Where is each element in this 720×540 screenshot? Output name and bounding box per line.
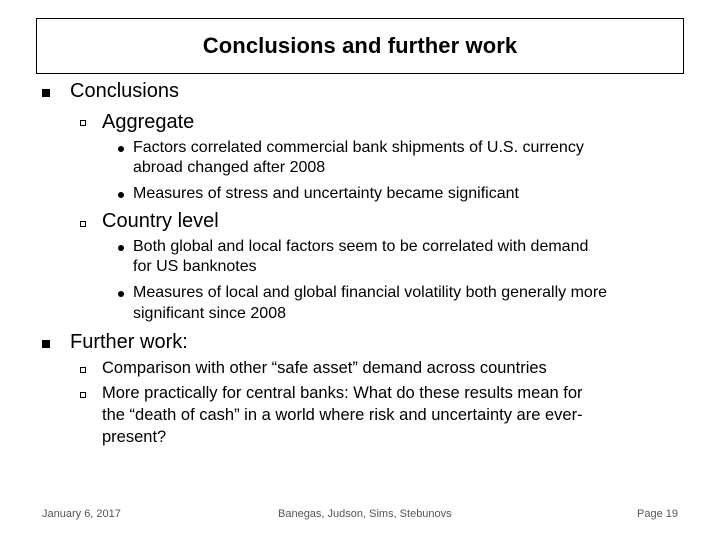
hollow-square-bullet-icon xyxy=(80,221,86,227)
round-bullet-icon xyxy=(118,192,124,198)
country-bullet-2-line-1: Measures of local and global financial volatility both generally more xyxy=(133,284,608,301)
country-bullet-1-line-2: for US banknotes xyxy=(133,258,257,275)
further-bullet-2-line-2: the “death of cash” in a world where risk and uncertainty are ever- xyxy=(102,406,583,424)
hollow-square-bullet-icon xyxy=(80,392,86,398)
country-level-heading: Country level xyxy=(102,210,219,232)
title-box xyxy=(36,18,684,74)
further-bullet-2-line-3: present? xyxy=(102,428,167,446)
slide-title: Conclusions and further work xyxy=(202,33,518,58)
aggregate-bullet-2: Measures of stress and uncertainty became significant xyxy=(133,185,519,202)
hollow-square-bullet-icon xyxy=(80,367,86,373)
further-bullet-1: Comparison with other “safe asset” demand across countries xyxy=(102,359,547,377)
round-bullet-icon xyxy=(118,291,124,297)
square-bullet-icon xyxy=(42,340,50,348)
footer-page-number: Page 19 xyxy=(637,508,678,520)
aggregate-bullet-1-line-1: Factors correlated commercial bank shipments of U.S. currency xyxy=(133,139,584,156)
conclusions-heading: Conclusions xyxy=(70,80,179,102)
further-bullet-2-line-1: More practically for central banks: What do these results mean for xyxy=(102,384,583,402)
aggregate-bullet-1-line-2: abroad changed after 2008 xyxy=(133,159,326,176)
round-bullet-icon xyxy=(118,146,124,152)
square-bullet-icon xyxy=(42,89,50,97)
further-work-heading: Further work: xyxy=(70,331,188,353)
footer-authors: Banegas, Judson, Sims, Stebunovs xyxy=(278,508,452,520)
hollow-square-bullet-icon xyxy=(80,120,86,126)
round-bullet-icon xyxy=(118,245,124,251)
country-bullet-1-line-1: Both global and local factors seem to be correlated with demand xyxy=(133,238,589,255)
country-bullet-2-line-2: significant since 2008 xyxy=(133,305,286,322)
footer-date: January 6, 2017 xyxy=(42,508,121,520)
aggregate-heading: Aggregate xyxy=(102,111,195,133)
